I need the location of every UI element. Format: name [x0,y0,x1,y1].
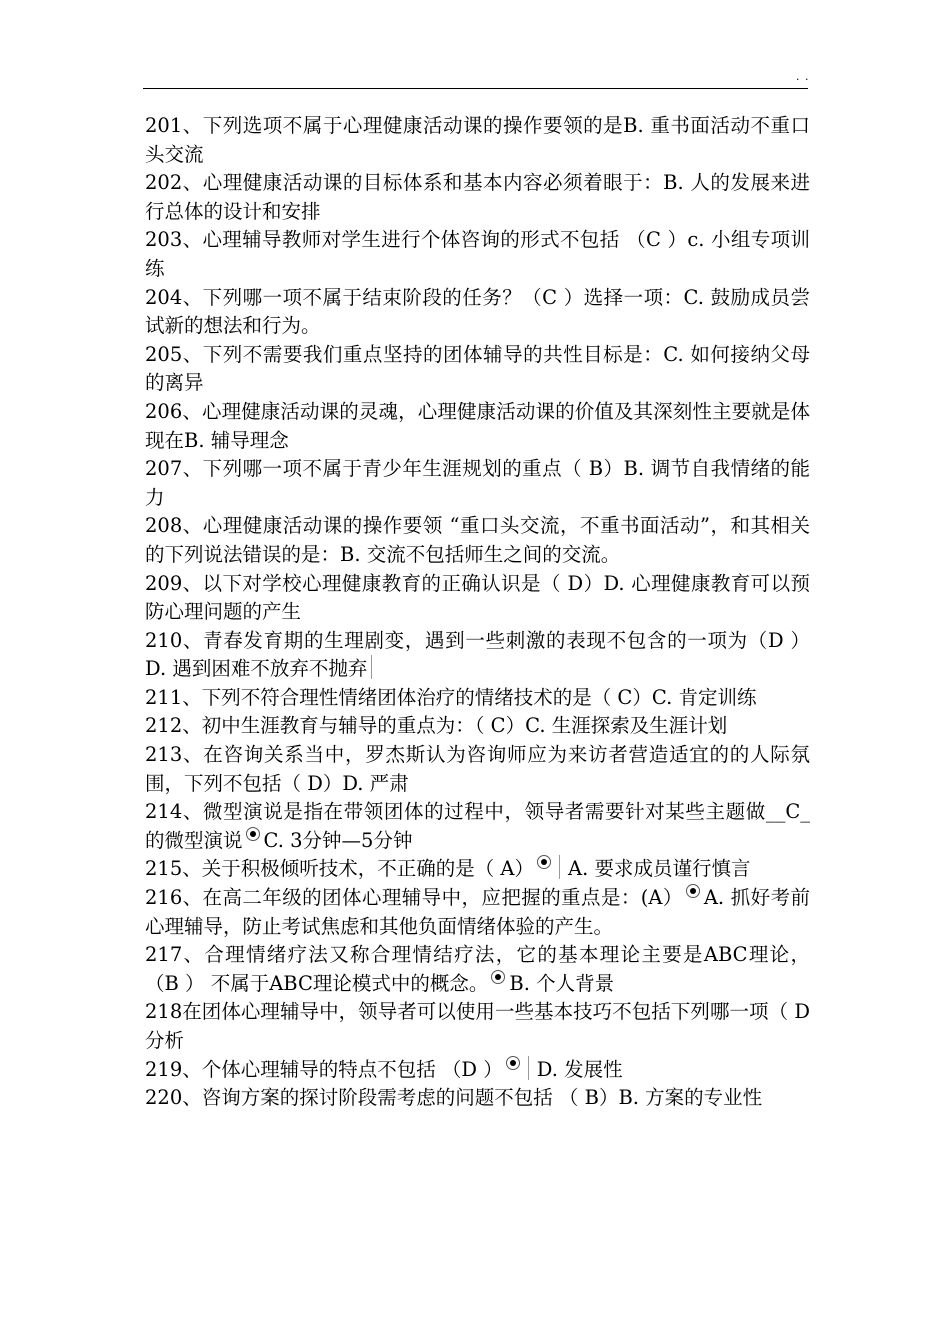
separator-bar [559,855,560,879]
question-text: 203、心理辅导教师对学生进行个体咨询的形式不包括 （C ）c. 小组专项训练 [145,228,810,280]
answer-text: A. 抓好考前心理辅导，防止考试焦虑和其他负面情绪体验的产生。 [145,886,810,938]
question-220 [145,1084,810,1113]
answer-text: A. 要求成员谨行慎言 [568,857,751,881]
question-205 [145,341,810,398]
question-202 [145,169,810,226]
question-text: 218在团体心理辅导中，领导者可以使用一些基本技巧不包括下列哪一项（ D分析 [145,1000,810,1052]
question-213 [145,741,810,798]
question-text: 212、初中生涯教育与辅导的重点为：（ C）C. 生涯探索及生涯计划 [145,714,728,738]
question-201 [145,112,810,169]
question-207 [145,455,810,512]
question-text: 204、下列哪一项不属于结束阶段的任务？（C ）选择一项：C. 鼓励成员尝试新的想法和行为。 [145,285,810,338]
question-text: 219、个体心理辅导的特点不包括 （D ） [145,1057,503,1081]
header-mark: . . [796,70,810,83]
question-text: 206、心理健康活动课的灵魂，心理健康活动课的价值及其深刻性主要就是体现在B. 辅导理念 [145,399,810,452]
radio-selected-icon [506,1056,520,1070]
question-list [145,112,810,1113]
question-text: 209、以下对学校心理健康教育的正确认识是（ D）D. 心理健康教育可以预防心理问题的产生 [145,571,810,624]
question-text: 213、在咨询关系当中，罗杰斯认为咨询师应为来访者营造适宜的的人际氛围，下列不包括（ D）D. 严肃 [145,743,810,795]
question-text: 217、合理情绪疗法又称合理情结疗法，它的基本理论主要是ABC理论， （B ） 不属于ABC理论模式中的概念。 [145,943,810,995]
radio-selected-icon [686,884,700,898]
question-211 [145,684,810,713]
question-219 [145,1056,810,1085]
question-text: 207、下列哪一项不属于青少年生涯规划的重点（ B）B. 调节自我情绪的能力 [145,457,810,509]
question-215 [145,855,810,884]
question-text: 216、在高二年级的团体心理辅导中，应把握的重点是：(A） [145,886,683,910]
separator-bar [371,655,372,679]
radio-selected-icon [491,970,505,984]
question-210 [145,627,810,684]
question-216 [145,884,810,941]
question-203 [145,226,810,283]
question-text: 202、心理健康活动课的目标体系和基本内容必须着眼于：B. 人的发展来进行总体的设计和安排 [145,171,810,223]
question-text: 208、心理健康活动课的操作要领 “重口头交流，不重书面活动”，和其相关的下列说法错误的是：B. 交流不包括师生之间的交流。 [145,514,810,566]
separator-bar [528,1056,529,1080]
radio-selected-icon [537,855,551,869]
question-text: 205、下列不需要我们重点坚持的团体辅导的共性目标是：C. 如何接纳父母的离异 [145,342,810,395]
question-209 [145,570,810,627]
question-206 [145,398,810,455]
question-text: 215、关于积极倾听技术，不正确的是（ A） [145,857,535,881]
question-208 [145,512,810,569]
question-text: 220、咨询方案的探讨阶段需考虑的问题不包括 （ B）B. 方案的专业性 [145,1086,763,1110]
answer-text: C. 3分钟—5分钟 [263,828,413,852]
question-text: 210、青春发育期的生理剧变，遇到一些刺激的表现不包含的一项为（D ）D. 遇到困难不放弃不抛弃 [145,628,810,681]
answer-text: D. 发展性 [536,1057,623,1081]
question-212 [145,712,810,741]
question-218 [145,998,810,1055]
question-217 [145,941,810,998]
answer-text: B. 个人背景 [509,971,615,995]
question-204 [145,284,810,341]
question-text: 201、下列选项不属于心理健康活动课的操作要领的是B. 重书面活动不重口头交流 [145,114,810,166]
question-214 [145,798,810,855]
radio-selected-icon [246,827,260,841]
question-text: 211、下列不符合理性情绪团体治疗的情绪技术的是（ C）C. 肯定训练 [145,685,757,709]
question-text: 214、微型演说是指在带领团体的过程中，领导者需要针对某些主题做__C_的微型演说 [145,800,810,852]
header-rule [143,88,808,89]
